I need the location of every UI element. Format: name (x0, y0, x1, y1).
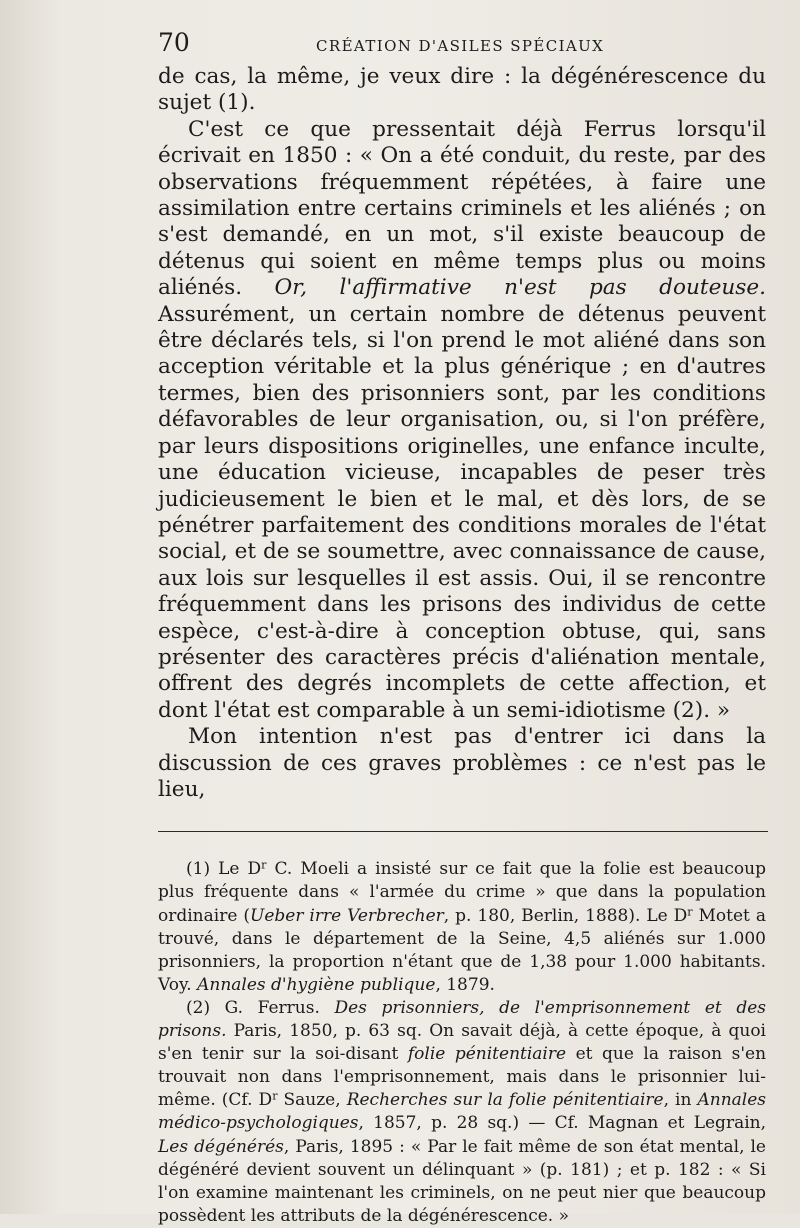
fn1-text-b: C. Moeli a insisté sur ce fait que la folie est beaucoup plus fréquente dans « l'armée du crime » que dans la population ordinaire ( (158, 859, 766, 926)
paragraph-2-part-a: C'est ce que pressentait déjà Ferrus lorsqu'il écrivait en 1850 : « On a été conduit, du reste, par des observations fréquemment répétées, à faire une assimilation entre certains criminels et les aliénés ; on s'est demandé, en un mot, s'il existe beaucoup de détenus qui soient en même temps plus ou moins aliénés. (158, 116, 766, 301)
footnote-2 (158, 997, 766, 1228)
footnote-1 (158, 858, 766, 997)
fn1-sup-1: r (261, 858, 267, 872)
fn1-italic-2: Annales d'hygiène publique (197, 974, 436, 995)
main-text (158, 64, 766, 803)
fn1-text-a: (1) Le D (186, 859, 262, 880)
running-title: CRÉATION D'ASILES SPÉCIAUX (316, 37, 605, 55)
paragraph-1: de cas, la même, je veux dire : la dégénérescence du sujet (1). (158, 64, 766, 116)
fn1-text-e: , 1879. (435, 974, 495, 995)
fn2-italic-1: Des prisonniers, de l'emprisonnement et des prisons. (158, 997, 766, 1042)
fn2-text-e: , in (663, 1090, 698, 1111)
footnote-rule (158, 831, 768, 832)
fn1-italic-1: Ueber irre Verbrecher (250, 905, 444, 926)
fn2-text-a: (2) G. Ferrus. (186, 997, 335, 1018)
fn2-text-f: , 1857, p. 28 sq.) — Cf. Magnan et Legrain, (358, 1113, 766, 1134)
paragraph-2 (158, 117, 766, 724)
paragraph-2-italic: Or, l'affirmative n'est pas douteuse. (274, 275, 766, 301)
fn1-sup-2: r (687, 905, 693, 919)
page-header (158, 28, 766, 62)
fn2-text-c: et que la raison s'en trouvait non dans l'emprisonnement, mais dans le prisonnier lui-même. (Cf. D (158, 1044, 767, 1111)
page-number: 70 (158, 28, 190, 57)
paragraph-3: Mon intention n'est pas d'entrer ici dans la discussion de ces graves problèmes : ce n'est pas le lieu, (158, 724, 766, 802)
fn2-text-g: , Paris, 1895 : « Par le fait même de son état mental, le dégénéré devient souvent un délinquant » (p. 181) ; et p. 182 : « Si l'on examine maintenant les criminels, on ne peut nier que beaucoup possèdent les attributs de la dégénérescence. » (158, 1136, 766, 1226)
fn2-italic-5: Les dégénérés (158, 1136, 284, 1157)
fn2-italic-2: folie pénitentiaire (407, 1044, 567, 1065)
paragraph-2-part-b: Assurément, un certain nombre de détenus peuvent être déclarés tels, si l'on prend le mot aliéné dans son acception véritable et la plus générique ; en d'autres termes, bien des prisonniers sont, par les conditions défavorables de leur organisation, ou, si l'on préfère, par leurs dispositions originelles, une enfance inculte, une éducation vicieuse, incapables de peser très judicieusement le bien et le mal, et dès lors, de se pénétrer parfaitement des conditions morales de l'état social, et de se soumettre, avec connaissance de cause, aux lois sur lesquelles il est assis. Oui, il se rencontre fréquemment dans les prisons des individus de cette espèce, c'est-à-dire à conception obtuse, qui, sans présenter des caractères précis d'aliénation mentale, offrent des degrés incomplets de cette affection, et dont l'état est comparable à un semi-idiotisme (2). » (158, 301, 766, 723)
fn2-italic-4: Annales médico-psychologiques (158, 1090, 766, 1134)
fn2-text-b: Paris, 1850, p. 63 sq. On savait déjà, à cette époque, à quoi s'en tenir sur la soi-disant (158, 1021, 766, 1065)
fn2-italic-3: Recherches sur la folie pénitentiaire (346, 1090, 664, 1111)
fn2-text-d: Sauze, (277, 1090, 347, 1111)
footnotes (158, 858, 766, 1228)
fn1-text-d: Motet a trouvé, dans le département de la Seine, 4,5 aliénés sur 1.000 prisonniers, la proportion n'étant que de 1,38 pour 1.000 habitants. Voy. (158, 905, 766, 995)
fn2-sup-1: r (272, 1089, 278, 1103)
fn1-text-c: , p. 180, Berlin, 1888). Le D (443, 905, 688, 926)
